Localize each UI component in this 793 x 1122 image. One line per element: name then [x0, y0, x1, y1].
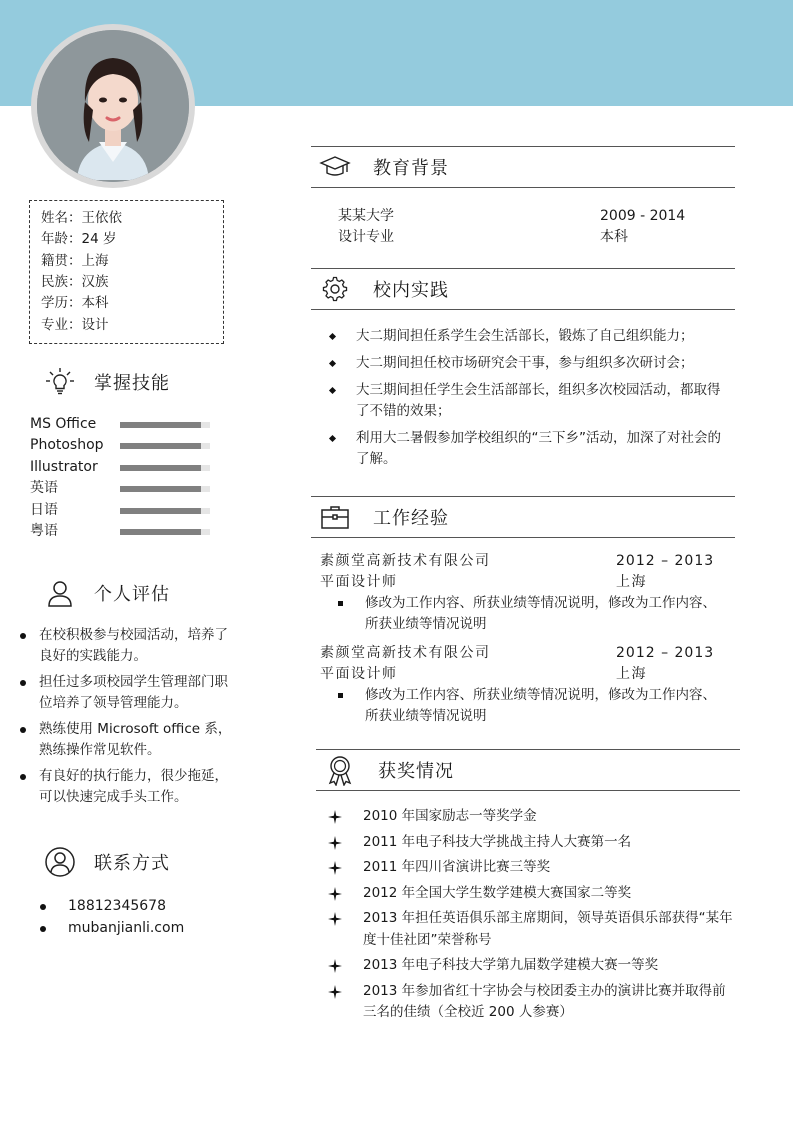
info-major: 专业：设计 — [41, 317, 109, 333]
awards-list — [328, 806, 738, 1028]
info-ethnicity: 民族：汉族 — [41, 274, 109, 290]
job-position: 平面设计师 — [320, 574, 398, 590]
awards-heading — [316, 749, 740, 791]
skill-name: 日语 — [30, 501, 58, 518]
star-bullet-icon — [328, 959, 342, 973]
skill-name: Illustrator — [30, 458, 98, 475]
job-description: 修改为工作内容、所获业绩等情况说明，修改为工作内容、所获业绩等情况说明 — [338, 593, 718, 635]
skill-level-fill — [120, 443, 201, 449]
contact-title: 联系方式 — [94, 853, 170, 874]
education-period: 2009 - 2014 — [600, 208, 686, 224]
contact-user-icon — [44, 846, 76, 878]
contact-website[interactable]: mubanjianli.com — [40, 917, 184, 939]
education-title: 教育背景 — [373, 158, 449, 179]
skill-row — [30, 457, 220, 478]
skill-level-bar — [120, 465, 210, 471]
award-item: 2013 年参加省红十字协会与校团委主办的演讲比赛并取得前三名的佳绩（全校近 200 人参赛） — [328, 981, 738, 1024]
gear-icon — [319, 273, 351, 305]
practice-item: 大三期间担任学生会生活部部长，组织多次校园活动，都取得了不错的效果； — [328, 380, 728, 422]
skill-level-bar — [120, 422, 210, 428]
job-description: 修改为工作内容、所获业绩等情况说明，修改为工作内容、所获业绩等情况说明 — [338, 685, 718, 727]
briefcase-icon — [319, 501, 351, 533]
info-hometown: 籍贯：上海 — [41, 253, 109, 269]
skill-level-fill — [120, 486, 201, 492]
award-item: 2011 年电子科技大学挑战主持人大赛第一名 — [328, 832, 738, 854]
skill-level-bar — [120, 508, 210, 514]
lightbulb-icon — [44, 366, 76, 398]
awards-title: 获奖情况 — [378, 761, 454, 782]
evaluation-title: 个人评估 — [94, 584, 170, 605]
info-education: 学历：本科 — [41, 295, 109, 311]
education-heading — [311, 146, 735, 188]
skills-heading — [44, 366, 170, 398]
skill-level-fill — [120, 465, 201, 471]
evaluation-list — [20, 625, 235, 813]
job-period: 2012 – 2013 — [616, 553, 715, 569]
skill-level-bar — [120, 486, 210, 492]
skill-name: 粤语 — [30, 523, 58, 539]
skill-name: 英语 — [30, 480, 58, 497]
star-bullet-icon — [328, 912, 342, 926]
skill-name: MS Office — [30, 416, 97, 432]
evaluation-heading — [44, 577, 170, 609]
award-medal-icon — [324, 754, 356, 786]
job-company: 素颜堂高新技术有限公司 — [320, 553, 491, 569]
education-degree: 本科 — [600, 229, 628, 245]
skill-row — [30, 478, 220, 499]
award-item: 2013 年电子科技大学第九届数学建模大赛一等奖 — [328, 955, 738, 977]
skill-level-fill — [120, 508, 201, 514]
award-item: 2010 年国家励志一等奖学金 — [328, 806, 738, 828]
practice-list — [328, 326, 728, 476]
star-bullet-icon — [328, 861, 342, 875]
skill-level-bar — [120, 443, 210, 449]
evaluation-item: 熟练使用 Microsoft office 系，熟练操作常见软件。 — [20, 719, 235, 761]
award-item: 2011 年四川省演讲比赛三等奖 — [328, 857, 738, 879]
skill-row — [30, 500, 220, 521]
practice-item: 大二期间担任校市场研究会干事，参与组织多次研讨会； — [328, 353, 728, 374]
skill-row — [30, 435, 220, 456]
evaluation-item: 担任过多项校园学生管理部门职位培养了领导管理能力。 — [20, 672, 235, 714]
job-position: 平面设计师 — [320, 666, 398, 682]
skill-level-fill — [120, 422, 201, 428]
skill-row — [30, 521, 220, 542]
practice-heading — [311, 268, 735, 310]
work-heading — [311, 496, 735, 538]
star-bullet-icon — [328, 836, 342, 850]
job-period: 2012 – 2013 — [616, 645, 715, 661]
star-bullet-icon — [328, 887, 342, 901]
profile-photo-frame — [31, 24, 195, 188]
skill-name: Photoshop — [30, 437, 104, 454]
skill-row — [30, 414, 220, 435]
award-item: 2013 年担任英语俱乐部主席期间，领导英语俱乐部获得“某年度十佳社团”荣誉称号 — [328, 908, 738, 951]
award-item: 2012 年全国大学生数学建模大赛国家二等奖 — [328, 883, 738, 905]
job-location: 上海 — [616, 666, 647, 682]
education-major: 设计专业 — [338, 229, 394, 245]
star-bullet-icon — [328, 985, 342, 999]
contact-phone: 18812345678 — [40, 895, 166, 917]
skills-title: 掌握技能 — [94, 373, 170, 394]
work-title: 工作经验 — [373, 508, 449, 529]
portrait-illustration — [37, 30, 189, 182]
skill-level-bar — [120, 529, 210, 535]
info-name: 姓名：王依依 — [41, 210, 122, 226]
evaluation-item: 在校积极参与校园活动，培养了良好的实践能力。 — [20, 625, 235, 667]
star-bullet-icon — [328, 810, 342, 824]
practice-title: 校内实践 — [373, 280, 449, 301]
education-school: 某某大学 — [338, 208, 394, 224]
graduation-cap-icon — [319, 151, 351, 183]
profile-photo — [37, 30, 189, 182]
info-age: 年龄：24 岁 — [41, 231, 117, 247]
practice-item: 大二期间担任系学生会生活部长，锻炼了自己组织能力； — [328, 326, 728, 347]
practice-item: 利用大二暑假参加学校组织的“三下乡”活动，加深了对社会的了解。 — [328, 428, 728, 470]
person-icon — [44, 577, 76, 609]
contact-heading — [44, 846, 170, 878]
evaluation-item: 有良好的执行能力，很少拖延，可以快速完成手头工作。 — [20, 766, 235, 808]
job-location: 上海 — [616, 574, 647, 590]
skill-level-fill — [120, 529, 201, 535]
job-company: 素颜堂高新技术有限公司 — [320, 645, 491, 661]
